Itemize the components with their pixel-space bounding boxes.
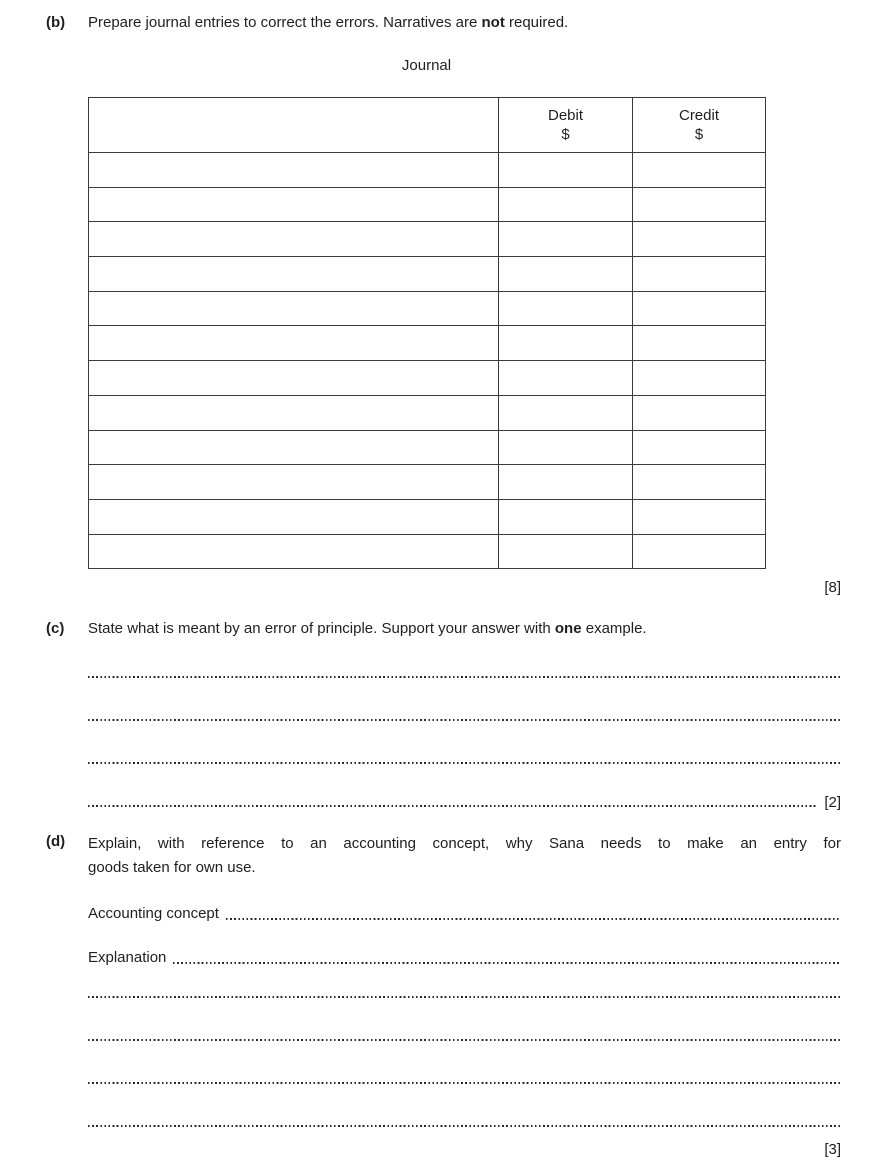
question-b-prompt: [88, 13, 841, 32]
answer-line-row: [88, 1069, 841, 1087]
journal-table-header: [89, 98, 766, 153]
journal-blank-cell: [499, 430, 633, 465]
dotted-answer-line: [88, 762, 841, 764]
journal-blank-cell: [89, 291, 499, 326]
journal-blank-row: [89, 395, 766, 430]
answer-line-row: [88, 706, 841, 724]
debit-currency-symbol: $: [561, 126, 570, 143]
journal-table-body: [89, 153, 766, 569]
answer-line-row: [88, 749, 841, 767]
journal-blank-row: [89, 187, 766, 222]
journal-blank-cell: [89, 499, 499, 534]
answer-line-row: [88, 983, 841, 1001]
journal-blank-row: [89, 430, 766, 465]
accounting-concept-label: Accounting concept: [88, 905, 219, 923]
question-b-prompt-pre: Prepare journal entries to correct the errors. Narratives are: [88, 14, 482, 31]
journal-blank-cell: [89, 361, 499, 396]
credit-currency-symbol: $: [694, 126, 704, 143]
journal-blank-cell: [633, 534, 766, 569]
dotted-answer-line: [88, 1125, 841, 1127]
journal-blank-cell: [89, 326, 499, 361]
dotted-answer-line: [88, 1039, 841, 1041]
accounting-concept-field: [88, 904, 841, 923]
journal-blank-cell: [89, 395, 499, 430]
journal-blank-row: [89, 465, 766, 500]
journal-blank-cell: [499, 499, 633, 534]
explanation-field: [88, 948, 841, 967]
journal-blank-cell: [499, 534, 633, 569]
question-c-last-answer-line: [88, 792, 841, 810]
journal-blank-cell: [633, 326, 766, 361]
journal-col-debit-header: [499, 98, 633, 153]
journal-blank-cell: [499, 326, 633, 361]
journal-blank-cell: [499, 465, 633, 500]
journal-blank-cell: [499, 153, 633, 188]
question-c-prompt-pre: State what is meant by an error of principle. Support your answer with: [88, 620, 555, 638]
journal-table: [88, 97, 766, 569]
journal-blank-cell: [89, 222, 499, 257]
question-c-prompt-post: example.: [581, 620, 647, 638]
question-d-label: (d): [46, 833, 66, 851]
journal-blank-cell: [499, 291, 633, 326]
journal-col-description-header: [89, 98, 499, 153]
journal-blank-cell: [89, 187, 499, 222]
question-d-answer-lines: [0, 983, 871, 1130]
journal-blank-cell: [89, 534, 499, 569]
question-d: [46, 832, 841, 880]
journal-table-title: Journal: [401, 57, 452, 74]
question-b-prompt-post: required.: [504, 14, 569, 31]
journal-blank-cell: [499, 395, 633, 430]
question-c-prompt-bold: one: [554, 620, 582, 638]
question-c-marks: [2]: [824, 794, 841, 812]
journal-col-credit-header: [633, 98, 766, 153]
question-d-prompt-line2: goods taken for own use.: [88, 859, 256, 877]
dotted-answer-line: [88, 1082, 841, 1084]
question-d-marks: [3]: [824, 1141, 841, 1159]
journal-blank-cell: [89, 465, 499, 500]
journal-blank-cell: [499, 187, 633, 222]
question-b-marks: [8]: [824, 579, 841, 597]
question-c-answer-lines: [0, 663, 871, 767]
dotted-answer-line: [88, 719, 841, 721]
question-b: [46, 0, 841, 32]
debit-header-label: Debit: [547, 107, 584, 124]
journal-blank-cell: [633, 361, 766, 396]
dotted-answer-line: [88, 805, 816, 807]
journal-blank-row: [89, 257, 766, 292]
journal-blank-cell: [499, 361, 633, 396]
answer-line-row: [88, 663, 841, 681]
journal-blank-row: [89, 499, 766, 534]
question-c: [46, 619, 841, 638]
journal-blank-row: [89, 534, 766, 569]
journal-blank-row: [89, 222, 766, 257]
explanation-label: Explanation: [88, 949, 167, 967]
question-b-prompt-bold: not: [481, 14, 505, 31]
question-c-prompt: [88, 619, 841, 638]
journal-blank-cell: [633, 153, 766, 188]
dotted-answer-line: [88, 676, 841, 678]
credit-header-label: Credit: [678, 107, 719, 124]
journal-blank-cell: [633, 499, 766, 534]
journal-blank-row: [89, 326, 766, 361]
dotted-answer-line: [88, 996, 841, 998]
journal-blank-cell: [633, 465, 766, 500]
journal-blank-cell: [633, 187, 766, 222]
answer-line-row: [88, 1112, 841, 1130]
journal-blank-cell: [633, 395, 766, 430]
question-c-label: (c): [46, 620, 65, 638]
question-b-label: (b): [46, 14, 66, 31]
dotted-answer-line: [173, 962, 841, 964]
journal-blank-cell: [89, 257, 499, 292]
journal-blank-cell: [499, 222, 633, 257]
dotted-answer-line: [226, 918, 841, 920]
journal-blank-row: [89, 291, 766, 326]
journal-blank-cell: [633, 257, 766, 292]
journal-header-row: [89, 98, 766, 153]
journal-blank-cell: [633, 291, 766, 326]
journal-blank-cell: [89, 153, 499, 188]
answer-line-row: [88, 1026, 841, 1044]
question-d-prompt: [88, 832, 841, 880]
journal-blank-cell: [633, 222, 766, 257]
journal-blank-row: [89, 361, 766, 396]
journal-blank-row: [89, 153, 766, 188]
question-d-prompt-line1: Explain, with reference to an accounting concept, why Sana needs to make an entry for: [88, 835, 841, 853]
journal-blank-cell: [499, 257, 633, 292]
journal-blank-cell: [633, 430, 766, 465]
journal-blank-cell: [89, 430, 499, 465]
